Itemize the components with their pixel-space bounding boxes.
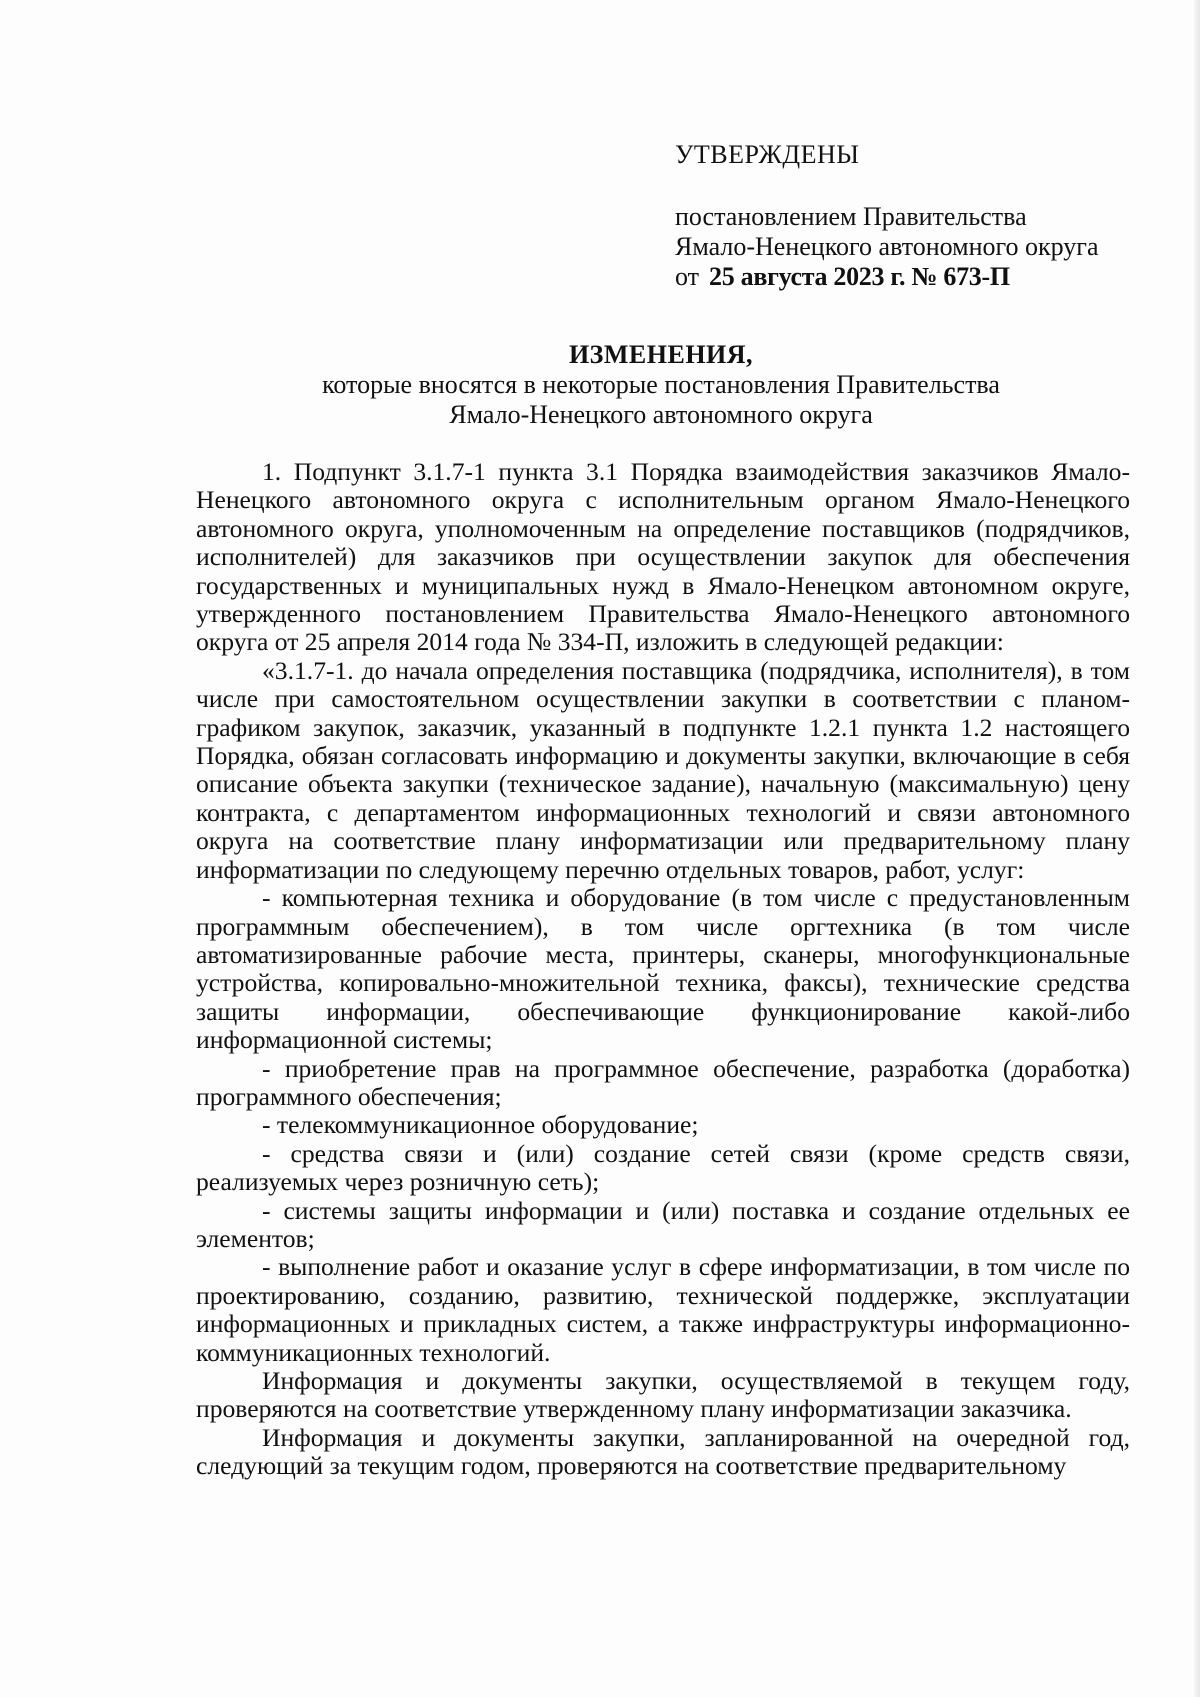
document-subtitle-line-1: которые вносятся в некоторые постановления Правительства bbox=[322, 370, 1000, 399]
list-item-telecom-equipment: - телекоммуникационное оборудование; bbox=[262, 1110, 699, 1140]
approval-line-1: постановлением Правительства bbox=[675, 202, 1027, 231]
paragraph-1: 1. Подпункт 3.1.7-1 пункта 3.1 Порядка взаимодействия заказчиков Ямало-Ненецкого автономного округа с исполнительным органом Ямало-Ненецкого автономного округа, уполномоченным на определение поставщиков (подрядчиков, исполнителей) для заказчиков при осуществлении закупок для обеспечения государственных и муниципальных нужд в Ямало-Ненецком автономном округе, утвержденного постановлением Правительства Ямало-Ненецкого автономного округа от 25 апреля 2014 года № 334-П, изложить в следующей редакции: bbox=[196, 457, 1130, 657]
paragraph-next-year: Информация и документы закупки, запланированной на очередной год, следующий за текущим годом, проверяются на соответствие предварительному bbox=[196, 1422, 1130, 1481]
list-item-software-rights: - приобретение прав на программное обеспечение, разработка (доработка) программного обеспечения; bbox=[196, 1053, 1130, 1111]
list-item-computer-equipment: - компьютерная техника и оборудование (в том числе с предустановленным программным обеспечением), в том числе оргтехника (в том числе автоматизированные рабочие места, принтеры, сканеры, многофункциональные устройства, копировально-множительной техника, факсы), технические средства защиты информации, обеспечивающие функционирование какой-либо информационной системы; bbox=[196, 883, 1130, 1055]
document-subtitle-line-2: Ямало-Ненецкого автономного округа bbox=[449, 400, 873, 429]
list-item-communication-means: - средства связи и (или) создание сетей связи (кроме средств связи, реализуемых через розничную сеть); bbox=[196, 1138, 1130, 1197]
approval-date-line bbox=[675, 262, 1155, 292]
paragraph-2: «3.1.7-1. до начала определения поставщика (подрядчика, исполнителя), в том числе при самостоятельном осуществлении закупки в соответствии с планом-графиком закупок, заказчик, указанный в подпункте 1.2.1 пункта 1.2 настоящего Порядка, обязан согласовать информацию и документы закупки, включающие в себя описание объекта закупки (техническое задание), начальную (максимальную) цену контракта, с департаментом информационных технологий и связи автономного округа на соответствие плану информатизации или предварительному плану информатизации по следующему перечню отдельных товаров, работ, услуг: bbox=[196, 655, 1130, 884]
approval-title: УТВЕРЖДЕНЫ bbox=[675, 140, 860, 169]
document-title: ИЗМЕНЕНИЯ, bbox=[568, 340, 754, 369]
approval-line-2: Ямало-Ненецкого автономного округа bbox=[675, 232, 1099, 261]
scan-edge bbox=[1194, 0, 1200, 1697]
list-item-security-systems: - системы защиты информации и (или) поставка и создание отдельных ее элементов; bbox=[196, 1195, 1130, 1253]
approval-block bbox=[675, 140, 1155, 292]
document-body bbox=[196, 458, 1130, 1481]
approval-date-value: 25 августа 2023 г. № 673-П bbox=[709, 262, 1010, 291]
document-heading bbox=[196, 340, 1126, 430]
list-item-it-services: - выполнение работ и оказание услуг в сфере информатизации, в том числе по проектированию, созданию, развитию, технической поддержке, эксплуатации информационных и прикладных систем, а также инфраструктуры информационно-коммуникационных технологий. bbox=[196, 1252, 1130, 1367]
paragraph-current-year: Информация и документы закупки, осуществляемой в текущем году, проверяются на соответствие утвержденному плану информатизации заказчика. bbox=[196, 1366, 1130, 1424]
approval-date-prefix: от bbox=[675, 262, 700, 291]
